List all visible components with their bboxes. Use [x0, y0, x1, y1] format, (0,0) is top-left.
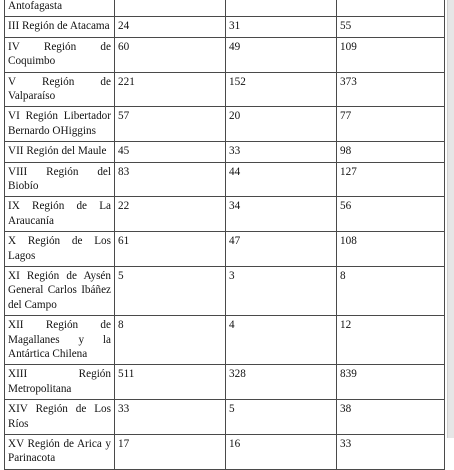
value-cell-1: 45 — [115, 142, 226, 162]
region-cell: III Región de Atacama — [5, 17, 115, 37]
region-cell: IX Región de La Araucanía — [5, 197, 115, 232]
table-row — [5, 434, 445, 469]
page-edge — [447, 0, 454, 438]
region-cell: VI Región Libertador Bernardo OHiggins — [5, 107, 115, 142]
value-cell-2: 47 — [226, 232, 337, 267]
value-cell-2: 49 — [226, 37, 337, 72]
value-cell-2: 44 — [226, 162, 337, 197]
value-cell-3: 98 — [337, 142, 445, 162]
value-cell-2: 31 — [226, 17, 337, 37]
table-row — [5, 142, 445, 162]
value-cell-1: 33 — [115, 400, 226, 435]
region-cell: X Región de Los Lagos — [5, 232, 115, 267]
table-row — [5, 37, 445, 72]
table-row — [5, 162, 445, 197]
value-cell-2: 5 — [226, 400, 337, 435]
table-row — [5, 17, 445, 37]
value-cell-1: 22 — [115, 197, 226, 232]
table-row — [5, 232, 445, 267]
region-cell: VII Región del Maule — [5, 142, 115, 162]
value-cell-3: 839 — [337, 365, 445, 400]
value-cell-1: 60 — [115, 37, 226, 72]
region-cell: XV Región de Arica y Parinacota — [5, 434, 115, 469]
value-cell-1: 17 — [115, 434, 226, 469]
value-cell-1: 24 — [115, 17, 226, 37]
region-data-table — [4, 0, 445, 470]
region-cell: XI Región de Aysén General Carlos Ibáñez del Campo — [5, 266, 115, 315]
region-cell: IV Región de Coquimbo — [5, 37, 115, 72]
value-cell-1: 57 — [115, 107, 226, 142]
value-cell-3: 33 — [337, 434, 445, 469]
value-cell-2 — [226, 0, 337, 17]
value-cell-3: 38 — [337, 400, 445, 435]
value-cell-1: 8 — [115, 316, 226, 365]
table-row — [5, 266, 445, 315]
value-cell-3: 127 — [337, 162, 445, 197]
value-cell-3: 8 — [337, 266, 445, 315]
value-cell-3: 55 — [337, 17, 445, 37]
value-cell-2: 34 — [226, 197, 337, 232]
value-cell-2: 33 — [226, 142, 337, 162]
value-cell-3: 12 — [337, 316, 445, 365]
region-cell: XIV Región de Los Ríos — [5, 400, 115, 435]
value-cell-1: 83 — [115, 162, 226, 197]
region-cell: VIII Región del Biobío — [5, 162, 115, 197]
value-cell-3: 373 — [337, 72, 445, 107]
table-row — [5, 72, 445, 107]
table-row — [5, 365, 445, 400]
value-cell-2: 4 — [226, 316, 337, 365]
value-cell-2: 3 — [226, 266, 337, 315]
value-cell-3: 77 — [337, 107, 445, 142]
table-row — [5, 400, 445, 435]
region-cell: XIII Región Metropolitana — [5, 365, 115, 400]
value-cell-3: 109 — [337, 37, 445, 72]
table-row — [5, 0, 445, 17]
value-cell-1 — [115, 0, 226, 17]
value-cell-2: 328 — [226, 365, 337, 400]
region-cell: XII Región de Magallanes y la Antártica Chilena — [5, 316, 115, 365]
value-cell-3 — [337, 0, 445, 17]
value-cell-2: 20 — [226, 107, 337, 142]
value-cell-1: 61 — [115, 232, 226, 267]
value-cell-3: 108 — [337, 232, 445, 267]
value-cell-1: 511 — [115, 365, 226, 400]
region-cell: V Región de Valparaíso — [5, 72, 115, 107]
region-cell: Antofagasta — [5, 0, 115, 17]
table-body — [5, 0, 445, 469]
value-cell-3: 56 — [337, 197, 445, 232]
value-cell-1: 5 — [115, 266, 226, 315]
table-row — [5, 197, 445, 232]
value-cell-1: 221 — [115, 72, 226, 107]
table-row — [5, 107, 445, 142]
value-cell-2: 16 — [226, 434, 337, 469]
value-cell-2: 152 — [226, 72, 337, 107]
table-row — [5, 316, 445, 365]
